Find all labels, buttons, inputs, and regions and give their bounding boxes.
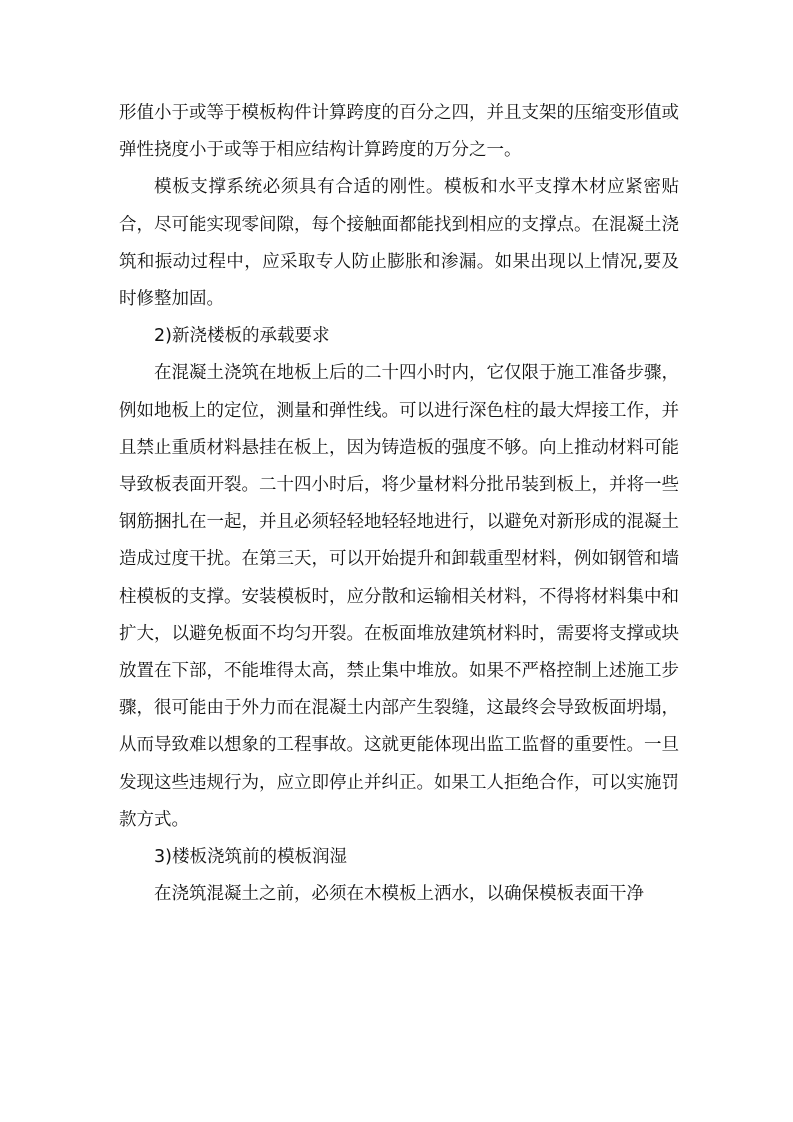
document-body [119, 95, 679, 913]
section-heading-slab-load: 2)新浇楼板的承载要求 [154, 326, 330, 347]
section-heading-formwork-wetting: 3)楼板浇筑前的模板润湿 [154, 847, 347, 868]
paragraph-continuation: 形值小于或等于模板构件计算跨度的百分之四，并且支架的压缩变形值或弹性挠度小于或等于相应结构计算跨度的万分之一。 [119, 103, 679, 161]
paragraph-formwork-wetting: 在浇筑混凝土之前，必须在木模板上洒水，以确保模板表面干净 [154, 884, 644, 905]
paragraph-slab-load: 在混凝土浇筑在地板上后的二十四小时内，它仅限于施工准备步骤，例如地板上的定位，测量和弹性线。可以进行深色柱的最大焊接工作，并且禁止重质材料悬挂在板上，因为铸造板的强度不够。向上推动材料可能导致板表面开裂。二十四小时后，将少量材料分批吊装到板上，并将一些钢筋捆扎在一起，并且必须轻轻地轻轻地进行，以避免对新形成的混凝土造成过度干扰。在第三天，可以开始提升和卸载重型材料，例如钢管和墙柱模板的支撑。安装模板时，应分散和运输相关材料，不得将材料集中和扩大，以避免板面不均匀开裂。在板面堆放建筑材料时，需要将支撑或块放置在下部，不能堆得太高，禁止集中堆放。如果不严格控制上述施工步骤，很可能由于外力而在混凝土内部产生裂缝，这最终会导致板面坍塌，从而导致难以想象的工程事故。这就更能体现出监工监督的重要性。一旦发现这些违规行为，应立即停止并纠正。如果工人拒绝合作，可以实施罚款方式。 [119, 363, 679, 830]
paragraph-formwork-rigidity: 模板支撑系统必须具有合适的刚性。模板和水平支撑木材应紧密贴合，尽可能实现零间隙，每个接触面都能找到相应的支撑点。在混凝土浇筑和振动过程中，应采取专人防止膨胀和渗漏。如果出现以上情况,要及时修整加固。 [119, 177, 679, 310]
